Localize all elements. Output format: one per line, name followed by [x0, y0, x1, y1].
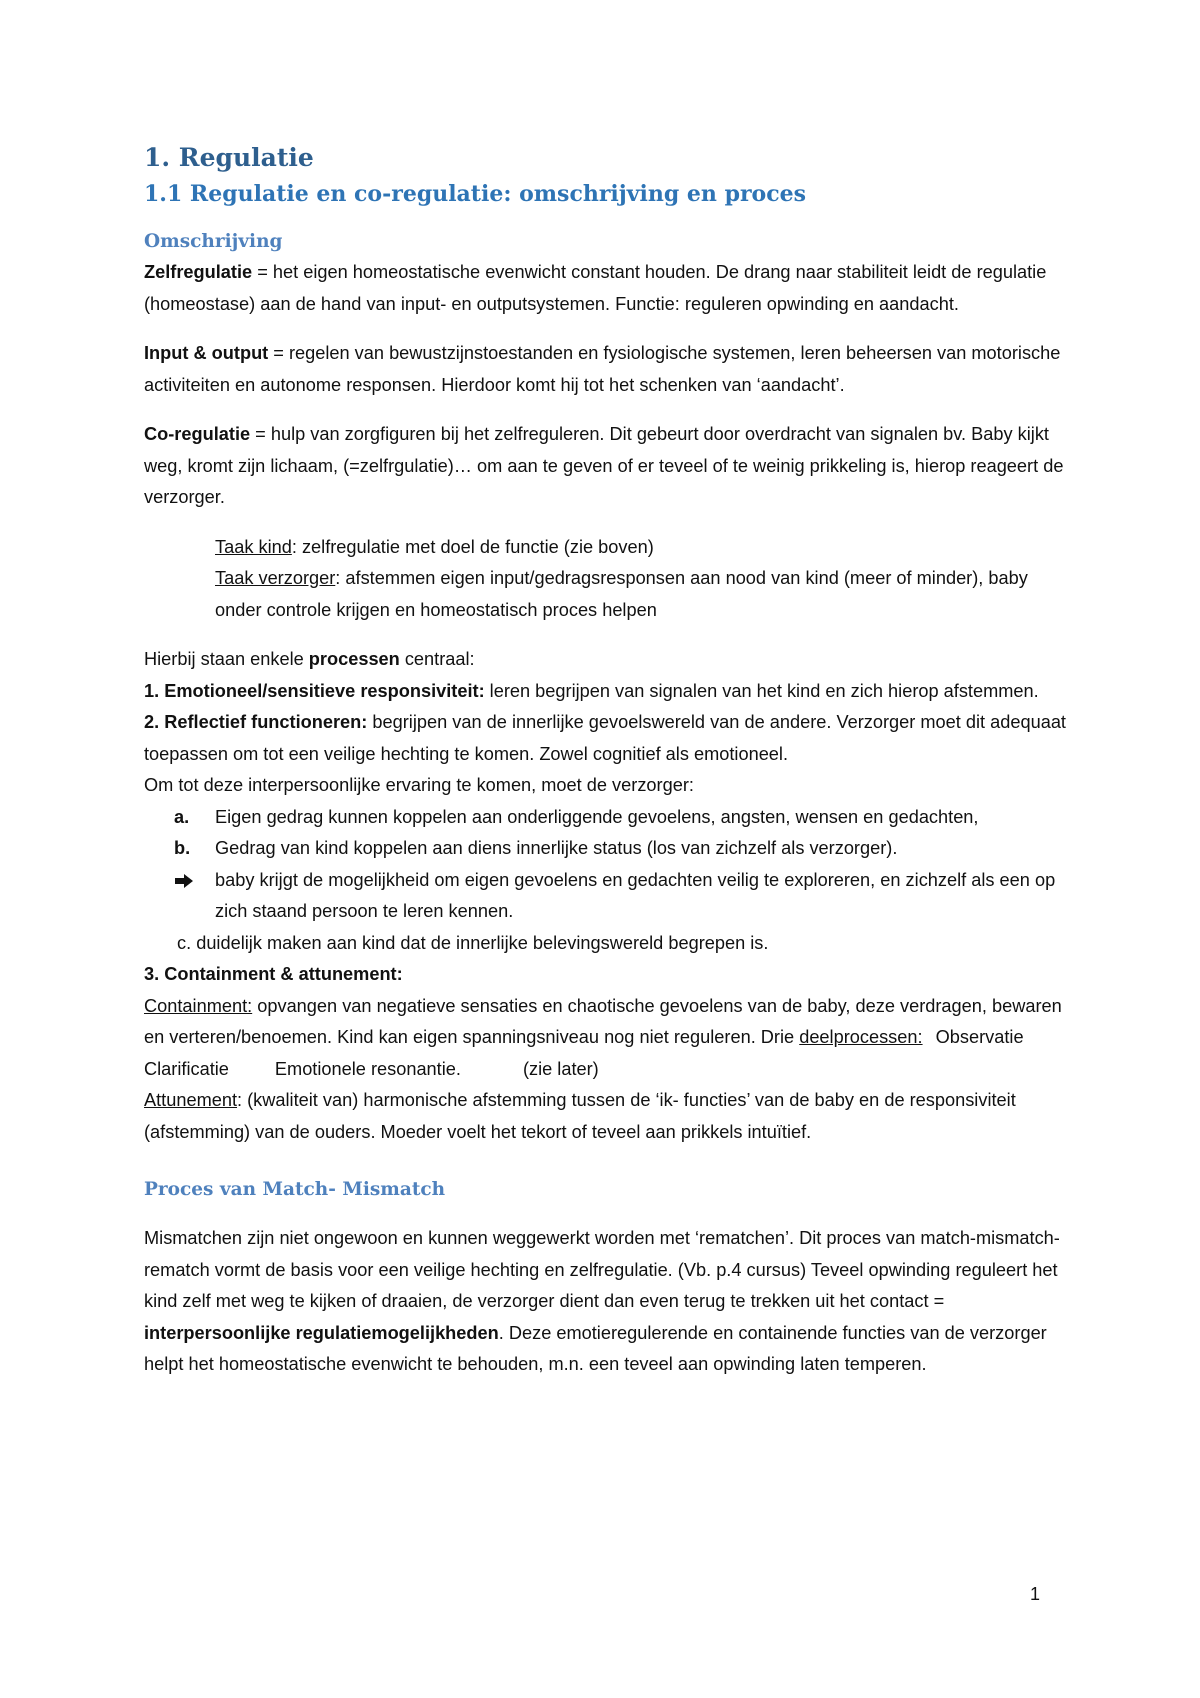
- text-mismatch-pre: Mismatchen zijn niet ongewoon en kunnen weggewerkt worden met ‘rematchen’. Dit proces van match-mismatch-rematch vormt de basis voor een veilige hechting en zelfregulatie. (Vb. p.4 cursus) Teveel opwinding reguleert het kind zelf met weg te kijken of draaien, de verzorger dient dan even terug te trekken uit het contact =: [144, 1228, 1060, 1311]
- list-text-b: Gedrag van kind koppelen aan diens innerlijke status (los van zichzelf als verzorger).: [215, 838, 898, 858]
- paragraph-interpersoonlijk-intro: Om tot deze interpersoonlijke ervaring te komen, moet de verzorger:: [144, 775, 694, 795]
- text-proces-2: begrijpen van de innerlijke gevoelswereld van de andere. Verzorger moet dit adequaat toepassen om tot een veilige hechting te komen. Zowel cognitief als emotioneel.: [144, 712, 1066, 764]
- paragraph-containment: [144, 991, 1074, 1086]
- paragraph-input-output: [144, 338, 1074, 401]
- list-marker-a: a.: [174, 806, 190, 827]
- paragraph-processen-intro: [144, 644, 1074, 676]
- text-zelfregulatie: = het eigen homeostatische evenwicht constant houden. De drang naar stabiliteit leidt de regulatie (homeostase) aan de hand van input- en outputsystemen. Functie: reguleren opwinding en aandacht.: [144, 262, 1047, 314]
- term-proces-3: 3. Containment & attunement:: [144, 964, 403, 984]
- deelproces-emotionele-resonantie: Emotionele resonantie.: [274, 1058, 461, 1079]
- document-page: [144, 140, 1074, 1381]
- heading-regulatie-coregulatie: 1.1 Regulatie en co-regulatie: omschrijving en proces: [144, 181, 806, 207]
- term-interpersoonlijke-regulatie: interpersoonlijke regulatiemogelijkheden: [144, 1322, 499, 1343]
- processen-intro-pre: Hierbij staan enkele: [144, 649, 309, 669]
- list-text-a: Eigen gedrag kunnen koppelen aan onderliggende gevoelens, angsten, wensen en gedachten,: [215, 806, 979, 827]
- list-item-b: [144, 833, 1074, 865]
- text-containment: opvangen van negatieve sensaties en chaotische gevoelens van de baby, deze verdragen, bewaren en verteren/benoemen. Kind kan eigen spanningsniveau nog niet reguleren. Drie: [144, 995, 1062, 1047]
- arrow-right-icon: [174, 873, 194, 889]
- term-containment: Containment:: [144, 995, 253, 1016]
- text-coregulatie: = hulp van zorgfiguren bij het zelfreguleren. Dit gebeurt door overdracht van signalen bv. Baby kijkt weg, kromt zijn lichaam, (=zelfrgulatie)… om aan te geven of er teveel of te weinig prikkeling is, hierop reageert de verzorger.: [144, 424, 1064, 507]
- deelprocessen-zie-later: (zie later): [522, 1058, 599, 1079]
- text-input-output: = regelen van bewustzijnstoestanden en fysiologische systemen, leren beheersen van motorische activiteiten en autonome responsen. Hierdoor komt hij tot het schenken van ‘aandacht’.: [144, 343, 1061, 395]
- paragraph-mismatch: [144, 1223, 1074, 1381]
- deelproces-clarificatie: Clarificatie: [144, 1058, 229, 1079]
- deelproces-observatie: Observatie: [935, 1027, 1024, 1047]
- processen-intro-post: centraal:: [399, 649, 475, 669]
- heading-regulatie: 1. Regulatie: [144, 143, 314, 172]
- term-proces-1: 1. Emotioneel/sensitieve responsiviteit:: [144, 680, 485, 701]
- paragraph-attunement: [144, 1085, 1074, 1148]
- term-input-output: Input & output: [144, 343, 269, 363]
- paragraph-item-c: c. duidelijk maken aan kind dat de innerlijke belevingswereld begrepen is.: [177, 932, 769, 953]
- section-title-match-mismatch: Proces van Match- Mismatch: [144, 1179, 446, 1200]
- text-taak-kind: : zelfregulatie met doel de functie (zie boven): [291, 536, 654, 557]
- text-attunement: : (kwaliteit van) harmonische afstemming tussen de ‘ik- functies’ van de baby en de responsiviteit (afstemming) van de ouders. Moeder voelt het tekort of teveel aan prikkels intuïtief.: [144, 1090, 1016, 1142]
- term-taak-kind: Taak kind: [215, 536, 292, 557]
- list-item-arrow: [144, 865, 1074, 928]
- list-marker-b: b.: [174, 838, 191, 858]
- paragraph-proces-3: [144, 959, 1074, 991]
- page-number: 1: [1030, 1584, 1041, 1604]
- section-title-omschrijving: Omschrijving: [144, 231, 283, 252]
- term-attunement: Attunement: [144, 1090, 238, 1110]
- list-marker-arrow: [144, 865, 215, 897]
- paragraph-taak-kind: [215, 532, 1074, 564]
- paragraph-zelfregulatie: [144, 257, 1074, 320]
- list-item-a: [144, 802, 1074, 834]
- term-coregulatie: Co-regulatie: [144, 424, 251, 444]
- term-taak-verzorger: Taak verzorger: [215, 568, 336, 588]
- paragraph-proces-1: [144, 676, 1074, 708]
- paragraph-coregulatie: [144, 419, 1074, 514]
- term-proces-2: 2. Reflectief functioneren:: [144, 712, 368, 732]
- paragraph-taak-verzorger: [215, 563, 1074, 626]
- text-proces-1: leren begrijpen van signalen van het kind en zich hierop afstemmen.: [484, 680, 1039, 701]
- paragraph-proces-2: [144, 707, 1074, 770]
- list-text-arrow: baby krijgt de mogelijkheid om eigen gevoelens en gedachten veilig te exploreren, en zichzelf als een op zich staand persoon te leren kennen.: [215, 869, 1056, 921]
- text-taak-verzorger: : afstemmen eigen input/gedragsresponsen aan nood van kind (meer of minder), baby onder controle krijgen en homeostatisch proces helpen: [215, 568, 1028, 620]
- term-processen: processen: [308, 649, 400, 669]
- taken-block: [215, 532, 1074, 627]
- text-mismatch-post: . Deze emotieregulerende en containende functies van de verzorger helpt het homeostatische evenwicht te behouden, m.n. een teveel aan opwinding laten temperen.: [144, 1322, 1047, 1374]
- term-deelprocessen: deelprocessen:: [799, 1027, 923, 1047]
- term-zelfregulatie: Zelfregulatie: [144, 262, 253, 282]
